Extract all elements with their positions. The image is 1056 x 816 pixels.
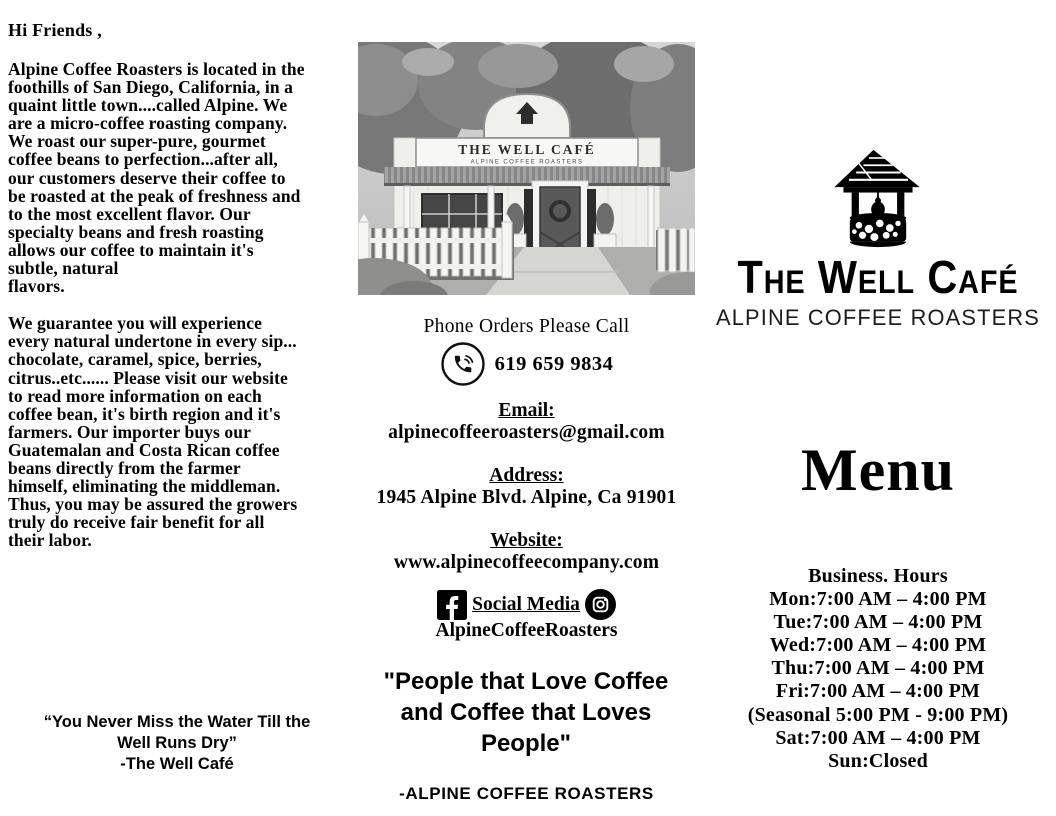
phone-row bbox=[358, 341, 695, 387]
greeting-text: Hi Friends , bbox=[8, 20, 102, 40]
social-media-row bbox=[358, 589, 695, 620]
menu-title: Menu bbox=[801, 437, 955, 503]
logo-title: The Well Café bbox=[737, 251, 1019, 303]
well-quote: “You Never Miss the Water Till the Well Runs Dry” -The Well Café bbox=[43, 713, 311, 773]
address-section bbox=[358, 465, 695, 509]
social-media-label: Social Media bbox=[472, 593, 580, 615]
business-hours-heading: Business. Hours bbox=[808, 565, 948, 587]
website-value: www.alpinecoffeecompany.com bbox=[393, 552, 660, 573]
storefront-photo bbox=[358, 42, 695, 295]
logo-block bbox=[706, 146, 1050, 331]
photo-sign-title: THE WELL CAFÉ bbox=[458, 142, 596, 157]
about-paragraph-1: Alpine Coffee Roasters is located in the foothills of San Diego, California, in a quaint little town....called Alpine. We are a micro-coffee roasting company. We roast our super-pure, gourmet coffee beans to perfection...after all, our customers deserve their coffee to be roasted at the peak of freshness and to the most excellent flavor. Our specialty beans and fresh roasting allows our coffee to maintain it's subtle, natural flavors. bbox=[8, 59, 305, 297]
phone-number: 619 659 9834 bbox=[494, 352, 614, 375]
well-icon bbox=[828, 146, 928, 250]
address-label: Address: bbox=[489, 465, 564, 486]
business-hours-lines: Mon:7:00 AM – 4:00 PM Tue:7:00 AM – 4:00 PM Wed:7:00 AM – 4:00 PM Thu:7:00 AM – 4:00 PM Fri:7:00 AM – 4:00 PM (Seasonal 5:00 PM - 9:00 PM) Sat:7:00 AM – 4:00 PM Sun:Closed bbox=[747, 588, 1009, 772]
email-section bbox=[358, 400, 695, 444]
facebook-icon bbox=[437, 590, 467, 620]
social-handle: AlpineCoffeeRoasters bbox=[435, 620, 618, 641]
tagline-quote: "People that Love Coffee and Coffee that Loves People" bbox=[383, 668, 669, 757]
contact-column bbox=[358, 42, 695, 804]
logo-subtitle: ALPINE COFFEE ROASTERS bbox=[716, 305, 1040, 330]
email-label: Email: bbox=[498, 400, 555, 421]
business-hours bbox=[706, 565, 1050, 773]
about-paragraph-2: We guarantee you will experience every natural undertone in every sip... chocolate, caramel, spice, berries, citrus..etc...... Please visit our website to read more information on each coffee bean, it's birth region and it's farmers. Our importer buys our Guatemalan and Costa Rican coffee beans directly from the farmer himself, eliminating the middleman. Thus, you may be assured the growers truly do receive fair benefit for all their labor. bbox=[8, 313, 298, 551]
email-value: alpinecoffeeroasters@gmail.com bbox=[388, 422, 665, 443]
phone-icon bbox=[440, 341, 486, 387]
tagline-attribution: -ALPINE COFFEE ROASTERS bbox=[399, 784, 654, 803]
address-value: 1945 Alpine Blvd. Alpine, Ca 91901 bbox=[376, 487, 677, 508]
website-label: Website: bbox=[490, 530, 563, 551]
phone-orders-heading: Phone Orders Please Call bbox=[423, 316, 630, 337]
instagram-icon bbox=[585, 589, 616, 620]
intro-column bbox=[8, 20, 356, 549]
website-section bbox=[358, 530, 695, 574]
photo-sign-subtitle: ALPINE COFFEE ROASTERS bbox=[470, 159, 584, 166]
